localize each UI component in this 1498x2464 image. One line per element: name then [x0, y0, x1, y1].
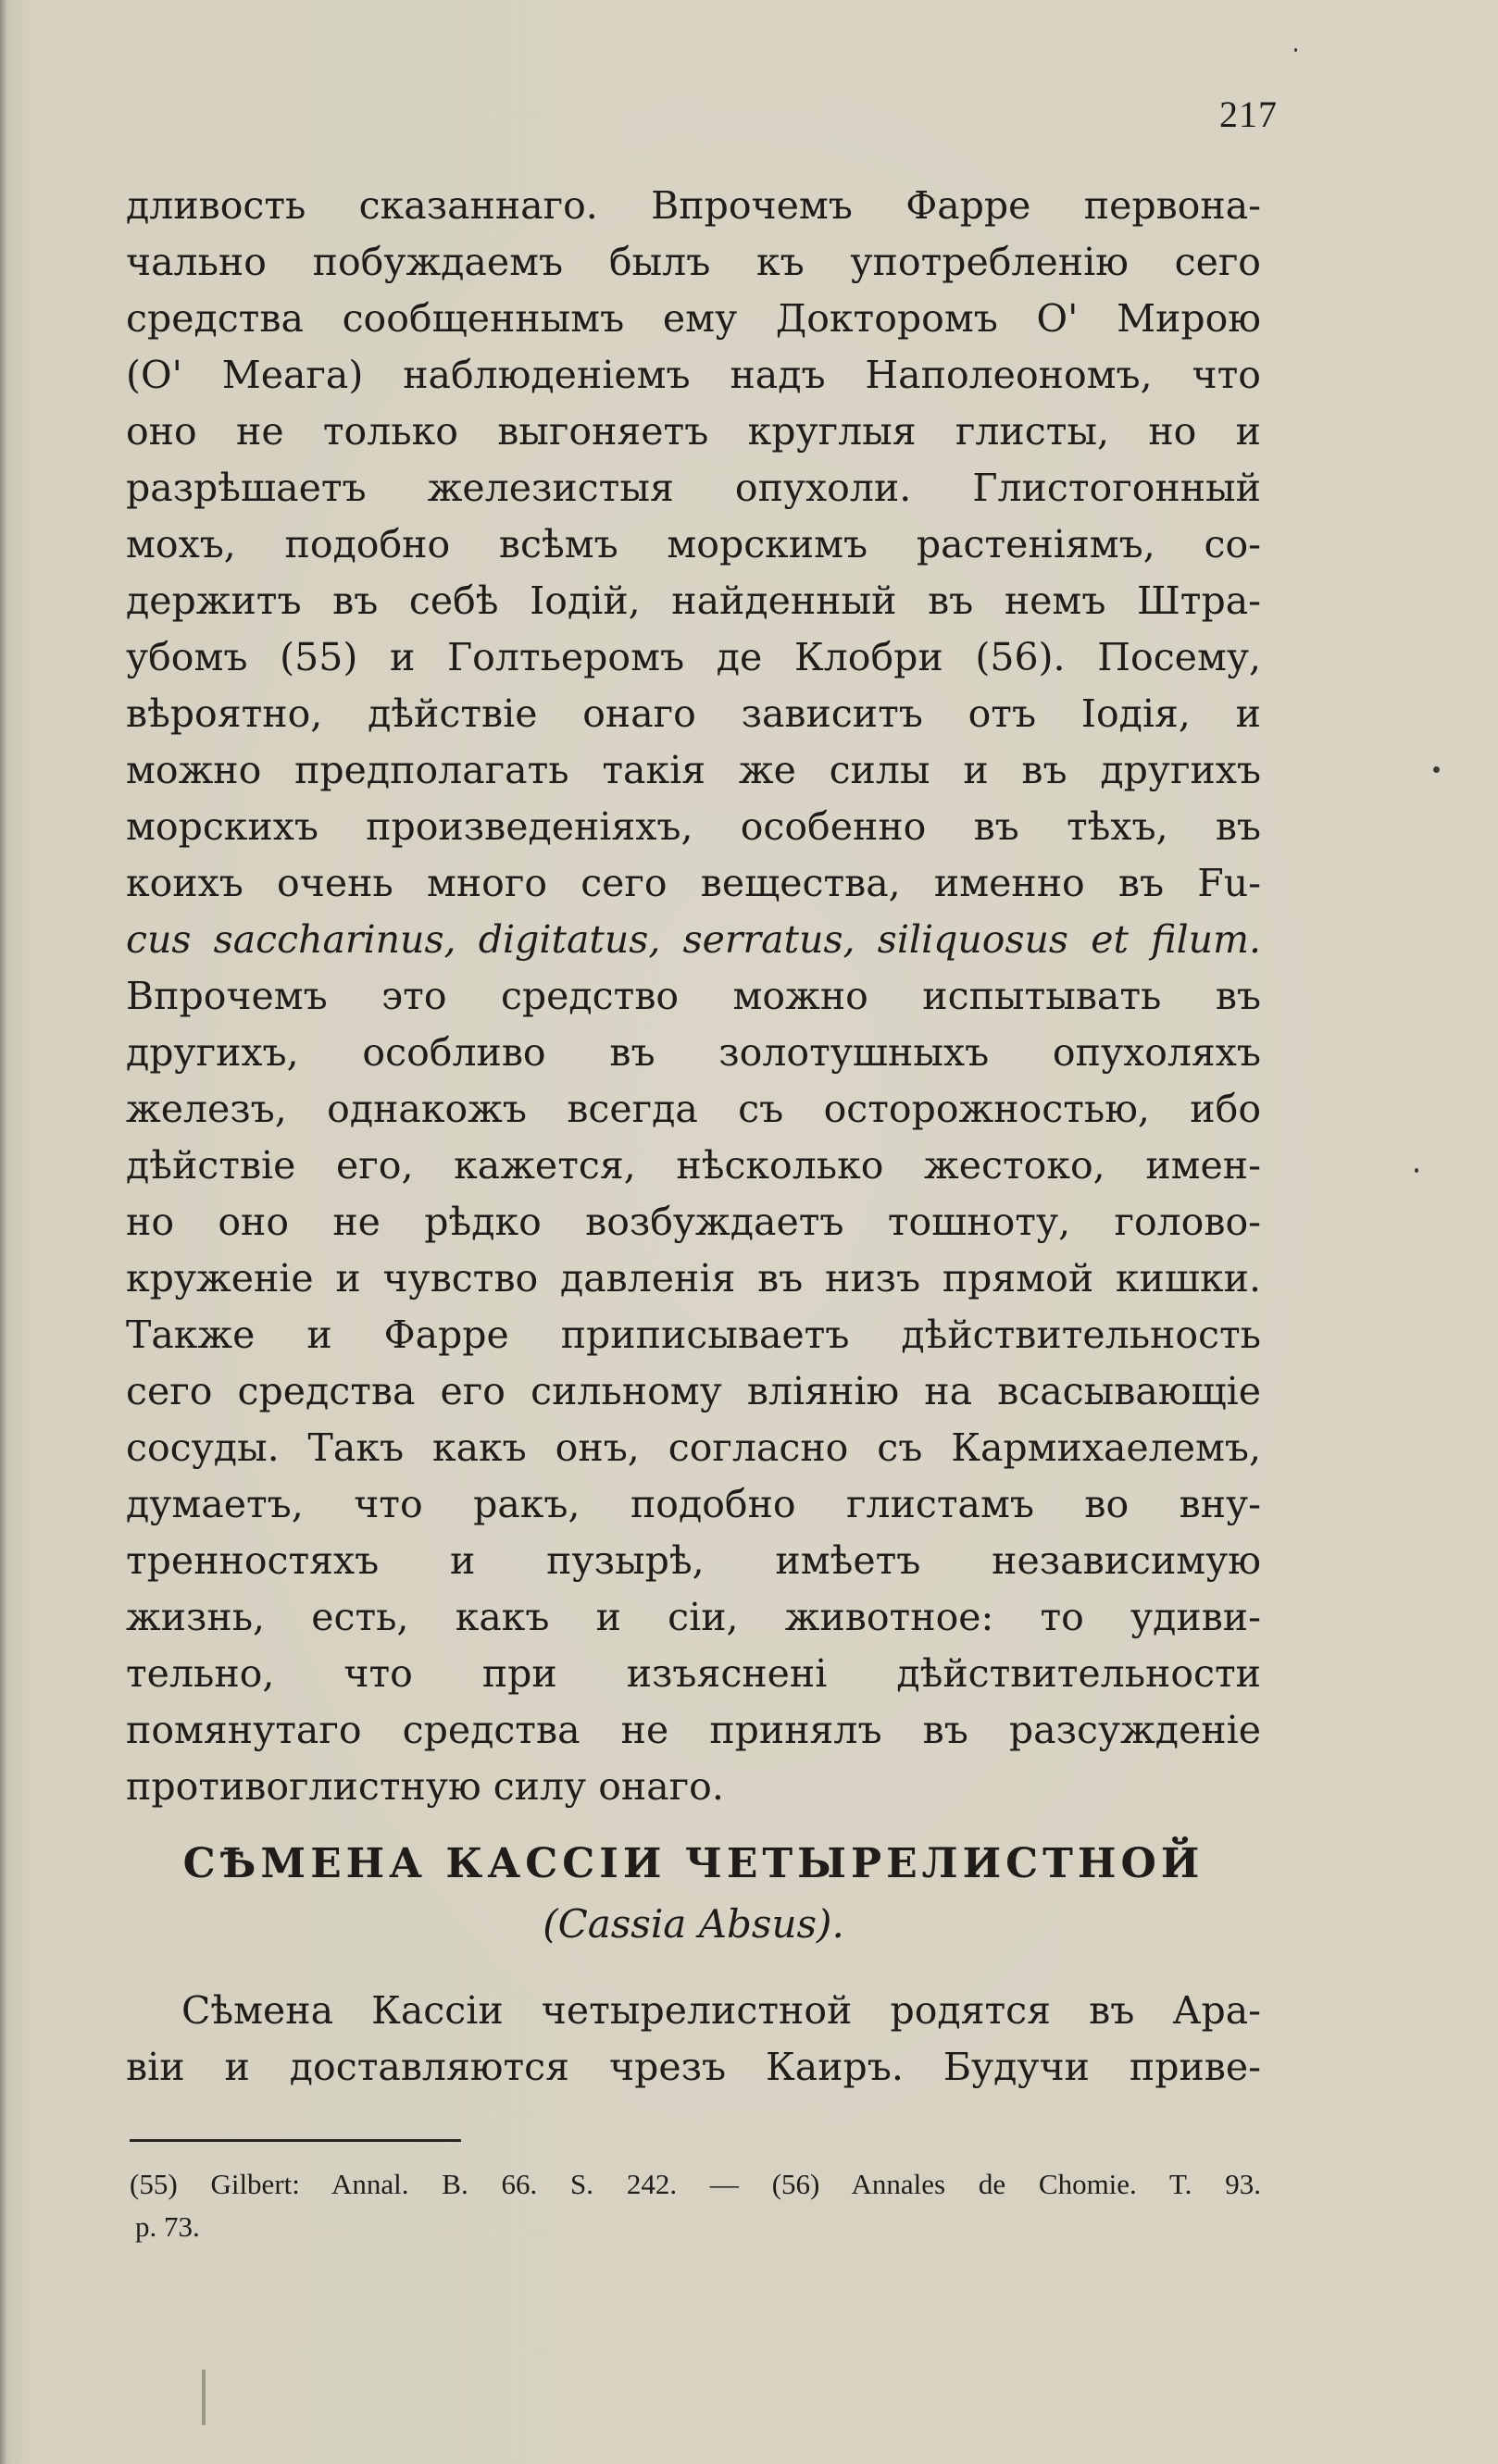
text-line: вѣроятно, дѣйствіе онаго зависитъ отъ Іодія, и [126, 691, 1261, 736]
text-line: жизнь, есть, какъ и сіи, животное: то удиви- [126, 1595, 1261, 1639]
text-line: убомъ (55) и Голтьеромъ де Клобри (56). Посему, [126, 635, 1261, 679]
text-line: оно не только выгоняетъ круглыя глисты, но и [126, 409, 1261, 454]
text-line: тельно, что при изъяснені дѣйствительности [126, 1651, 1261, 1696]
text-line: дливость сказаннаго. Впрочемъ Фарре первона- [126, 183, 1261, 228]
section-subheading: (Cassia Absus). [543, 1901, 844, 1947]
text-line: помянутаго средства не принялъ въ разсужденіе [126, 1708, 1261, 1752]
text-line: Сѣмена Кассіи четырелистной родятся въ Ара- [181, 1988, 1261, 2033]
page-left-edge [0, 0, 7, 2464]
text-line: Также и Фарре приписываетъ дѣйствительность [126, 1313, 1261, 1357]
text-line: другихъ, особливо въ золотушныхъ опухоляхъ [126, 1030, 1261, 1075]
text-line: cus saccharinus, digitatus, serratus, siliquosus et filum. [126, 917, 1261, 962]
text-line: противоглистную силу онаго. [126, 1764, 724, 1809]
text-line: думаетъ, что ракъ, подобно глистамъ во вну- [126, 1482, 1261, 1526]
text-line: но оно не рѣдко возбуждаетъ тошноту, голово- [126, 1200, 1261, 1244]
text-line: (О' Меага) наблюденіемъ надъ Наполеономъ, что [126, 353, 1261, 397]
text-line: держитъ въ себѣ Іодій, найденный въ немъ Штра- [126, 579, 1261, 623]
section-text [126, 1983, 1261, 2096]
text-line: тренностяхъ и пузырѣ, имѣетъ независимую [126, 1538, 1261, 1583]
text-line: мохъ, подобно всѣмъ морскимъ растеніямъ, со- [126, 522, 1261, 566]
text-line: віи и доставляются чрезъ Каиръ. Будучи приве- [126, 2045, 1261, 2089]
text-line: сосуды. Такъ какъ онъ, согласно съ Кармихаелемъ, [126, 1425, 1261, 1470]
text-line: сего средства его сильному вліянію на всасывающіе [126, 1369, 1261, 1413]
ink-speck [1433, 766, 1440, 773]
text-line: железъ, однакожъ всегда съ осторожностью, ибо [126, 1087, 1261, 1131]
text-line: морскихъ произведеніяхъ, особенно въ тѣхъ, въ [126, 804, 1261, 849]
text-line: круженіе и чувство давленія въ низъ прямой кишки. [126, 1256, 1261, 1300]
text-line: разрѣшаетъ железистыя опухоли. Глистогонный [126, 466, 1261, 510]
text-line: дѣйствіе его, кажется, нѣсколько жестоко, имен- [126, 1143, 1261, 1188]
footnote-divider [130, 2139, 461, 2142]
footnotes [130, 2163, 1261, 2248]
ink-speck [1294, 48, 1297, 52]
body-text [126, 178, 1261, 1815]
binding-mark [202, 2370, 206, 2425]
section-heading: СѢМЕНА КАССІИ ЧЕТЫРЕЛИСТНОЙ [182, 1840, 1205, 1887]
page-number: 217 [1219, 93, 1278, 135]
text-line: Впрочемъ это средство можно испытывать въ [126, 974, 1261, 1018]
text-line: средства сообщеннымъ ему Докторомъ О' Мирою [126, 296, 1261, 341]
ink-speck [1415, 1168, 1418, 1173]
text-line: коихъ очень много сего вещества, именно въ Fu- [126, 861, 1261, 905]
text-line: чально побуждаемъ былъ къ употребленію сего [126, 240, 1261, 284]
text-line: можно предполагать такія же силы и въ другихъ [126, 748, 1261, 792]
footnote-line: (55) Gilbert: Annal. B. 66. S. 242. — (56) Annales de Chomie. T. 93. [130, 2168, 1261, 2200]
footnote-line: p. 73. [135, 2210, 200, 2243]
